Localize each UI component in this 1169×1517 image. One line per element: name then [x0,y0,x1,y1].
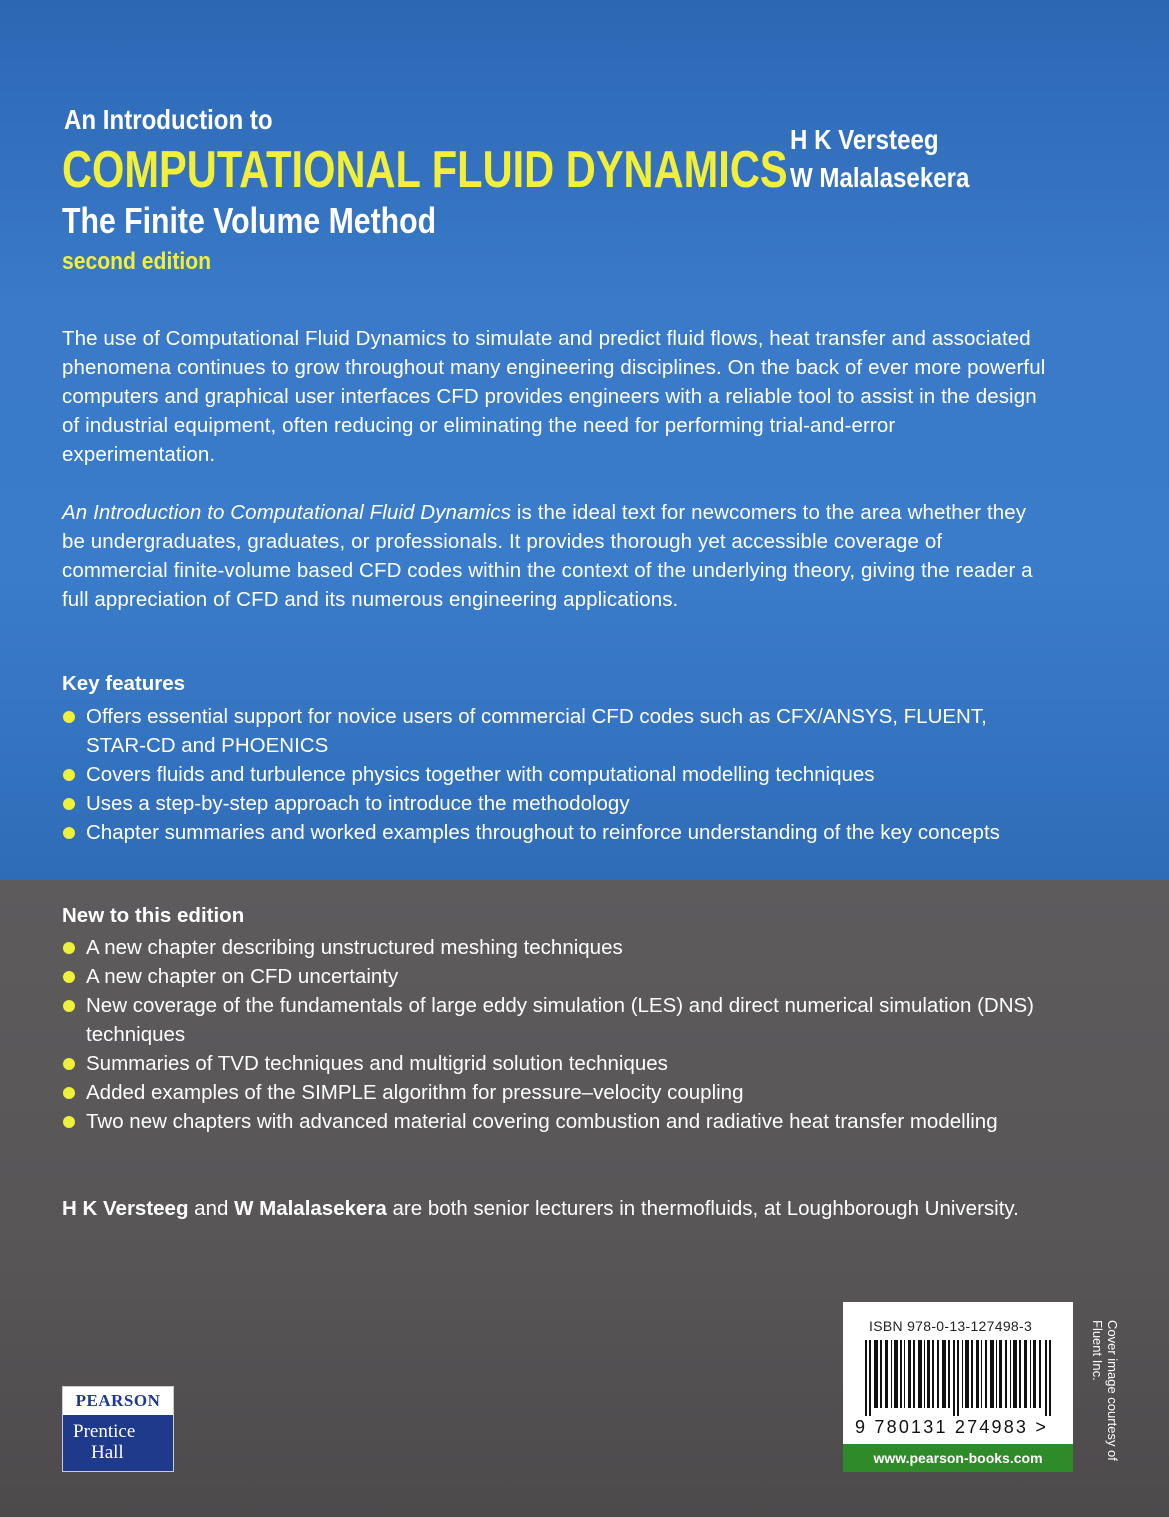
author-1: H K Versteeg [790,124,939,155]
bullet-icon [63,1000,75,1012]
imprint-line-2: Hall [91,1442,124,1463]
key-features-heading: Key features [62,672,186,695]
barcode-digits: 9 780131 274983 > [855,1417,1049,1437]
description-paragraph-2 [62,498,1052,614]
bullet-icon [63,942,75,954]
isbn-label: ISBN 978-0-13-127498-3 [869,1318,1033,1334]
list-item-text: Summaries of TVD techniques and multigrid solution techniques [86,1052,668,1075]
list-item [62,789,1052,818]
list-item [62,933,1052,962]
new-edition-list [62,933,1052,1136]
list-item [62,1107,1052,1136]
new-edition-heading: New to this edition [62,904,245,927]
italic-book-title: An Introduction to Computational Fluid Dynamics [62,501,512,524]
bullet-icon [63,798,75,810]
bullet-icon [63,971,75,983]
list-item-text: A new chapter describing unstructured meshing techniques [86,936,623,959]
bio-author-1: H K Versteeg [62,1197,189,1220]
description-paragraph-1: The use of Computational Fluid Dynamics to simulate and predict fluid flows, heat transfer and associated phenomena continues to grow throughout many engineering disciplines. On the back of ever more powerful computers and graphical user interfaces CFD provides engineers with a reliable tool to assist in the design of industrial equipment, often reducing or eliminating the need for performing trial-and-error experimentation. [62,327,1046,466]
list-item-text: Covers fluids and turbulence physics together with computational modelling techniques [86,763,875,786]
bio-author-2: W Malalasekera [234,1197,387,1220]
pearson-logo [62,1386,174,1472]
intro-line: An Introduction to [64,104,273,135]
list-item [62,962,1052,991]
key-features-list [62,702,1052,847]
edition-label: second edition [62,248,212,275]
list-item [62,702,1052,760]
author-bio [62,1194,1052,1223]
list-item [62,991,1052,1049]
list-item [62,1049,1052,1078]
list-item-text: Offers essential support for novice users of commercial CFD codes such as CFX/ANSYS, FLUENT, STAR-CD and PHOENICS [86,705,987,757]
barcode-icon [865,1340,1055,1416]
book-subtitle: The Finite Volume Method [62,200,437,241]
paragraph-2-text: is the ideal text for newcomers to the area whether they be undergraduates, graduates, or professionals. It provides thorough yet accessible coverage of commercial finite-volume based CFD codes within the context of the underlying theory, giving the reader a full appreciation of CFD and its numerous engineering applications. [62,501,1033,611]
list-item-text: Uses a step-by-step approach to introduce the methodology [86,792,630,815]
website-link[interactable]: www.pearson-books.com [843,1444,1073,1472]
list-item [62,1078,1052,1107]
author-2: W Malalasekera [790,162,970,193]
bullet-icon [63,769,75,781]
bullet-icon [63,1058,75,1070]
bio-and: and [188,1197,235,1220]
list-item-text: New coverage of the fundamentals of large eddy simulation (LES) and direct numerical simulation (DNS) techniques [86,994,1035,1046]
list-item-text: Chapter summaries and worked examples throughout to reinforce understanding of the key concepts [86,821,1000,844]
bullet-icon [63,827,75,839]
list-item [62,818,1052,847]
bullet-icon [63,1087,75,1099]
imprint-line-1: Prentice [73,1421,136,1442]
cover-image-credit: Cover image courtesy of Fluent Inc. [1090,1320,1120,1461]
bullet-icon [63,711,75,723]
book-title: COMPUTATIONAL FLUID DYNAMICS [62,141,788,199]
list-item-text: A new chapter on CFD uncertainty [86,965,399,988]
list-item-text: Two new chapters with advanced material covering combustion and radiative heat transfer modelling [86,1110,998,1133]
list-item-text: Added examples of the SIMPLE algorithm for pressure–velocity coupling [86,1081,744,1104]
list-item [62,760,1052,789]
bullet-icon [63,1116,75,1128]
barcode-panel [843,1302,1073,1472]
bio-text: are both senior lecturers in thermofluids, at Loughborough University. [386,1197,1019,1220]
pearson-name: PEARSON [63,1387,173,1415]
